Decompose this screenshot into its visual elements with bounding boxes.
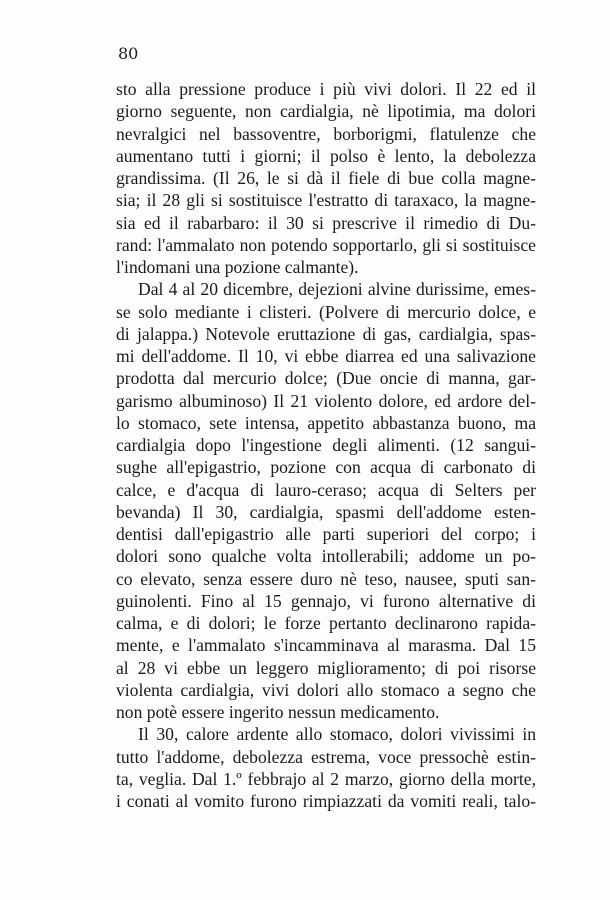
text-line: l'indomani una pozione calmante). [116,257,359,277]
text-line: garismo albuminoso) Il 21 violento dolore, ed ardore del- [116,390,536,411]
text-line: nevralgici nel bassoventre, borborigmi, flatulenze che [116,123,536,144]
text-line: dolori sono qualche volta intollerabili; addome un po- [116,546,536,567]
text-line: tutto l'addome, debolezza estrema, voce pressochè estin- [116,746,536,767]
text-line: sto alla pressione produce i più vivi dolori. Il 22 ed il [116,79,536,99]
text-line: guinolenti. Fino al 15 gennajo, vi furono alternative di [116,590,536,611]
text-line: di jalappa.) Notevole eruttazione di gas, cardialgia, spas- [116,323,536,344]
paragraph [116,278,536,723]
text-line: sia ed il rabarbaro: il 30 si prescrive il rimedio di Du- [116,212,536,233]
text-line: Il 30, calore ardente allo stomaco, dolori vivissimi in [138,724,536,745]
text-line: non potè essere ingerito nessun medicamento. [116,702,440,722]
text-line: calma, e di dolori; le forze pertanto declinarono rapida- [116,613,536,633]
text-line: bevanda) Il 30, cardialgia, spasmi dell'addome esten- [116,501,536,522]
text-line: se solo mediante i clisteri. (Polvere di mercurio dolce, e [116,301,536,322]
text-line: ta, veglia. Dal 1.º febbrajo al 2 marzo, giorno della morte, [116,768,536,789]
text-line: lo stomaco, sete intensa, appetito abbastanza buono, ma [116,412,536,433]
text-line: grandissima. (Il 26, le si dà il fiele di bue colla magne- [116,168,536,188]
text-line: mi dell'addome. Il 10, vi ebbe diarrea ed una salivazione [116,346,536,366]
text-line: violenta cardialgia, vivi dolori allo stomaco a segno che [116,679,536,700]
paragraph [116,723,536,812]
page-number: 80 [118,44,139,63]
text-line: calce, e d'acqua di lauro-ceraso; acqua di Selters per [116,479,536,500]
text-line: prodotta dal mercurio dolce; (Due oncie di manna, gar- [116,368,536,389]
text-line: giorno seguente, non cardialgia, nè lipotimia, ma dolori [116,101,536,122]
text-line: rand: l'ammalato non potendo sopportarlo, gli si sostituisce [116,234,536,255]
text-line: Dal 4 al 20 dicembre, dejezioni alvine durissime, emes- [138,279,536,300]
text-line: al 28 vi ebbe un leggero miglioramento; di poi risorse [116,657,536,678]
text-line: sia; il 28 gli si sostituisce l'estratto di taraxaco, la magne- [116,190,536,211]
text-line: aumentano tutti i giorni; il polso è lento, la debolezza [116,145,536,166]
paragraph [116,78,536,278]
text-line: mente, e l'ammalato s'incamminava al marasma. Dal 15 [116,635,536,656]
text-line: sughe all'epigastrio, pozione con acqua di carbonato di [116,457,536,478]
text-line: dentisi dall'epigastrio alle parti superiori del corpo; i [116,524,536,544]
text-line: cardialgia dopo l'ingestione degli alimenti. (12 sangui- [116,435,536,455]
text-line: i conati al vomito furono rimpiazzati da vomiti reali, talo- [116,791,536,811]
text-line: co elevato, senza essere duro nè teso, nausee, sputi san- [116,568,536,589]
body-text [116,78,536,812]
